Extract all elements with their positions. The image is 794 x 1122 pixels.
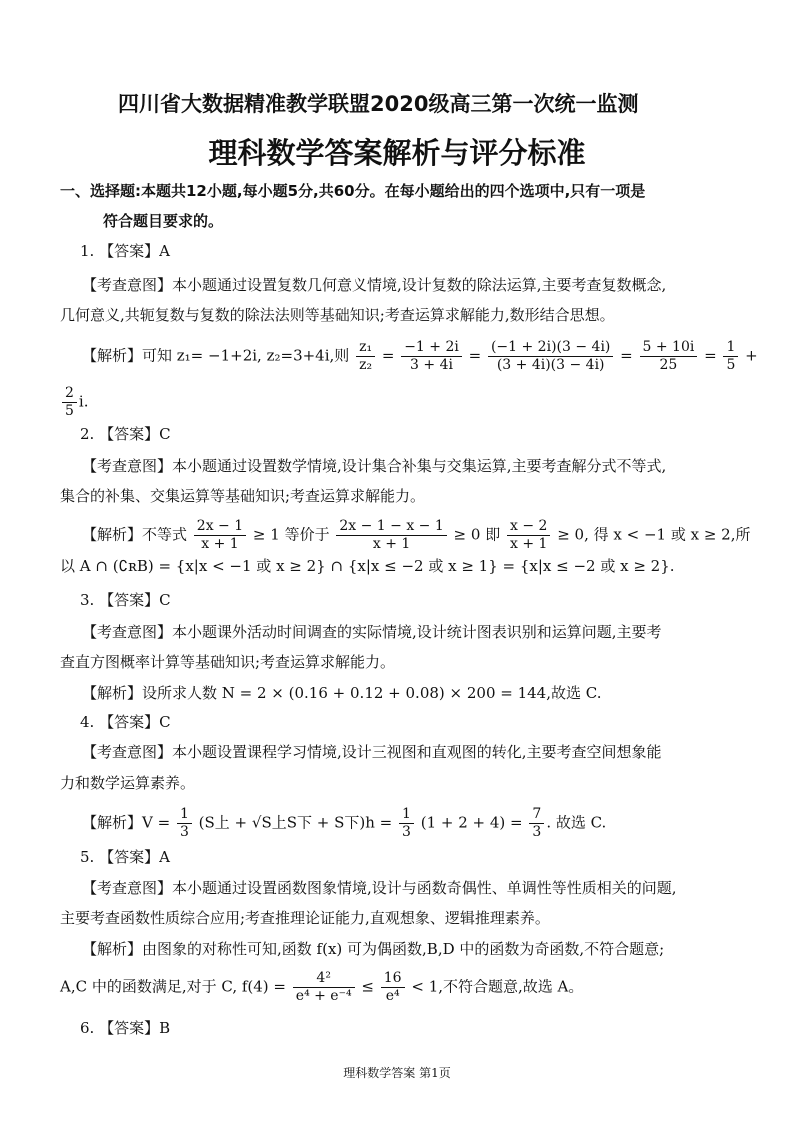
q1-frac-3: $\frac{(-1 + 2i)(3 - 4i)}{(3 + 4i)(3 - 4i)}$ [488,339,613,374]
q1-intent-line1: 【考查意图】本小题通过设置复数几何意义情境,设计复数的除法运算,主要考查复数概念, [82,276,667,294]
q4-solution: 【解析】V = $\frac{1}{3}$ (S上 + √S上S下 + S下)h = $\frac{1}{3}$ (1 + 2 + 4) = $\frac{7}{3}$ . 故选 C. [82,806,607,840]
q1-frac-1: $\frac{\text{z₁}}{\text{z₂}}$ [356,339,375,374]
q2-answer: 2. 【答案】C [80,425,171,443]
q2-solution-line2: 以 A ∩ (∁ʀB) = {x|x < −1 或 x ≥ 2} ∩ {x|x ≤ −2 或 x ≥ 1} = {x|x ≤ −2 或 x ≥ 2}. [60,557,675,575]
q1-answer: 1. 【答案】A [80,242,170,260]
q4-frac-c: $\frac{7}{3}$ [529,806,544,841]
exam-header: 四川省大数据精准教学联盟2020级高三第一次统一监测 [118,92,639,116]
section-heading-1: 一、选择题:本题共12小题,每小题5分,共60分。在每小题给出的四个选项中,只有一项是 [60,182,646,200]
q4-answer: 4. 【答案】C [80,713,171,731]
q4-intent-line1: 【考查意图】本小题设置课程学习情境,设计三视图和直观图的转化,主要考查空间想象能 [82,743,662,761]
q5-intent-line1: 【考查意图】本小题通过设置函数图象情境,设计与函数奇偶性、单调性等性质相关的问题, [82,879,677,897]
q2-frac-a: $\frac{2x - 1}{x + 1}$ [194,518,246,553]
q6-answer: 6. 【答案】B [80,1019,171,1037]
q4-frac-a: $\frac{1}{3}$ [177,806,192,841]
page-footer: 理科数学答案 第1页 [343,1066,451,1080]
q5-frac-a: $\frac{\text{4²}}{\text{e⁴ + e⁻⁴}}$ [293,970,355,1005]
q1-frac-2: $\frac{-1 + 2i}{3 + 4i}$ [401,339,462,374]
q1-solution-prefix: 【解析】可知 z₁= −1+2i, z₂=3+4i,则 [82,346,350,365]
q3-intent-line2: 查直方图概率计算等基础知识;考查运算求解能力。 [60,653,396,671]
q5-solution-line2: A,C 中的函数满足,对于 C, f(4) = $\frac{\text{4²}}{\text{e⁴ + e⁻⁴}}$ ≤ $\frac{16}{\text{e⁴}}$ < 1,不符合题意,故选 A。 [60,970,584,1004]
q1-frac-5: $\frac{1}{5}$ [723,339,738,374]
q2-intent-line1: 【考查意图】本小题通过设置数学情境,设计集合补集与交集运算,主要考查解分式不等式, [82,457,667,475]
q1-frac-6: $\frac{2}{5}$ [62,385,77,420]
q1-solution: 【解析】可知 z₁= −1+2i, z₂=3+4i,则 $\frac{\text{z₁}}{\text{z₂}}$ = $\frac{-1 + 2i}{3 + 4i}$ = $\frac{(-1 + 2i)(3 - 4i)}{(3 + 4i)(3 - 4i)}$ = $\frac{5 + 10i}{25}$ = $\frac{1}{5}$ + [82,339,758,373]
page-title: 理科数学答案解析与评分标准 [208,136,586,170]
q5-answer: 5. 【答案】A [80,848,170,866]
q4-frac-b: $\frac{1}{3}$ [399,806,414,841]
q1-solution-cont: $\frac{2}{5}$ i. [60,385,89,420]
q2-intent-line2: 集合的补集、交集运算等基础知识;考查运算求解能力。 [60,487,426,505]
q5-intent-line2: 主要考查函数性质综合应用;考查推理论证能力,直观想象、逻辑推理素养。 [60,909,550,927]
q3-solution: 【解析】设所求人数 N = 2 × (0.16 + 0.12 + 0.08) × 200 = 144,故选 C. [82,684,602,702]
q4-intent-line2: 力和数学运算素养。 [60,774,196,792]
section-heading-2: 符合题目要求的。 [103,212,224,230]
q1-intent-line2: 几何意义,共轭复数与复数的除法法则等基础知识;考查运算求解能力,数形结合思想。 [60,306,615,324]
q2-frac-c: $\frac{x - 2}{x + 1}$ [507,518,550,553]
q2-solution: 【解析】不等式 $\frac{2x - 1}{x + 1}$ ≥ 1 等价于 $\frac{2x - 1 - x - 1}{x + 1}$ ≥ 0 即 $\frac{x - 2}{x + 1}$ ≥ 0, 得 x < −1 或 x ≥ 2,所 [82,518,751,552]
q2-frac-b: $\frac{2x - 1 - x - 1}{x + 1}$ [336,518,446,553]
q3-intent-line1: 【考查意图】本小题课外活动时间调查的实际情境,设计统计图表识别和运算问题,主要考 [82,623,662,641]
q1-frac-4: $\frac{5 + 10i}{25}$ [640,339,698,374]
q3-answer: 3. 【答案】C [80,591,171,609]
q5-solution-line1: 【解析】由图象的对称性可知,函数 f(x) 可为偶函数,B,D 中的函数为奇函数,不符合题意; [82,940,665,958]
q5-frac-b: $\frac{16}{\text{e⁴}}$ [381,970,405,1005]
